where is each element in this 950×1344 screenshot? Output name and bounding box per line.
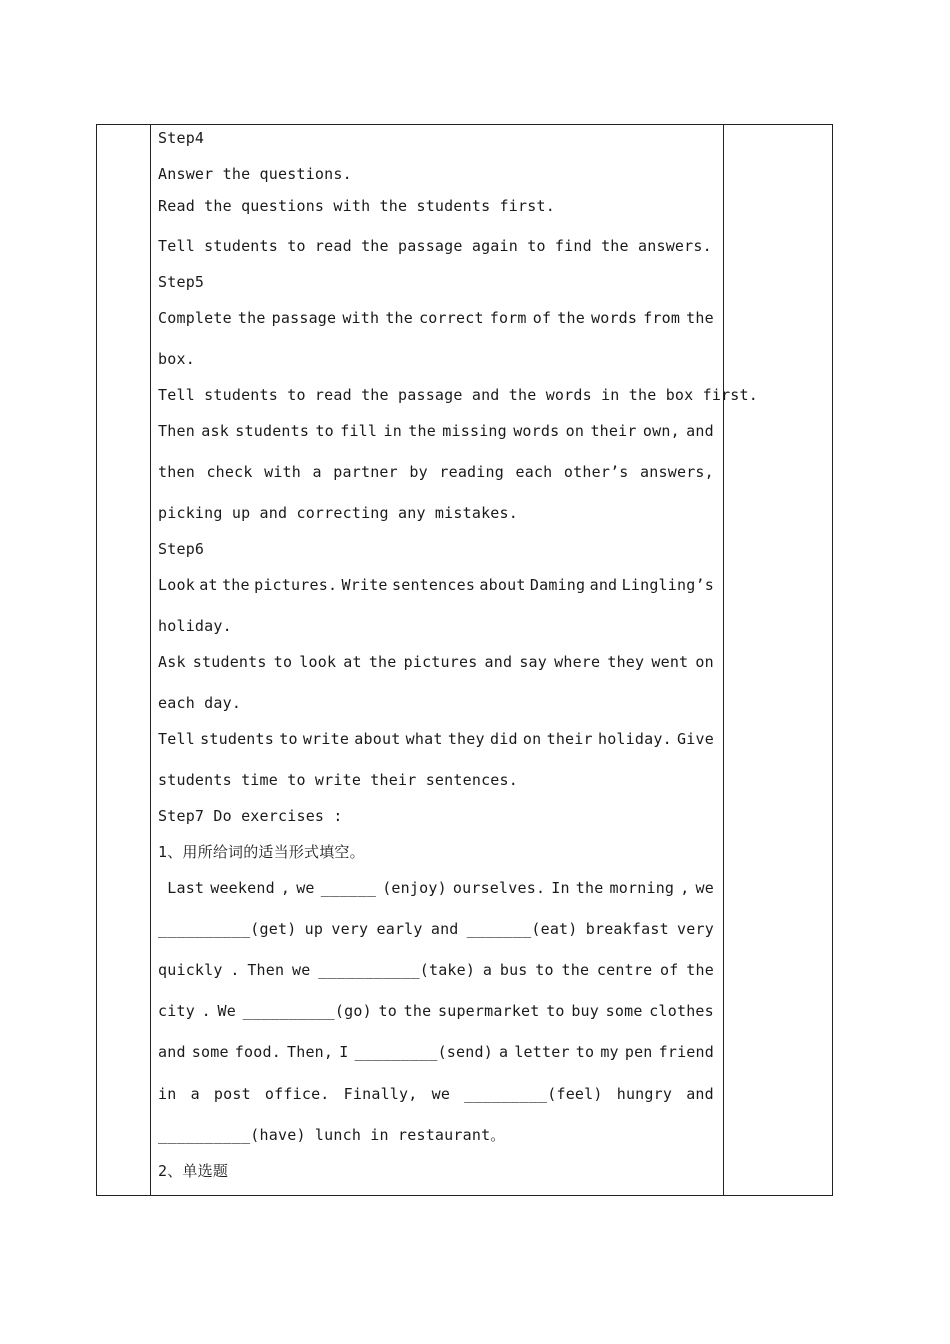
word: very: [677, 920, 714, 938]
word: fill: [340, 422, 378, 440]
step4-task: Answer the questions.: [158, 165, 352, 183]
word: ourselves.: [452, 879, 546, 897]
word: ,: [280, 879, 291, 897]
word: the: [222, 576, 250, 594]
word: Look: [158, 576, 195, 594]
word: words: [513, 422, 560, 440]
word: Ask: [158, 653, 186, 671]
word: missing: [442, 422, 507, 440]
word: Lingling’s: [621, 576, 714, 594]
step5-instruction-1: Tell students to read the passage and the words in the box first.: [158, 386, 758, 404]
exercise-1-title: 1、用所给词的适当形式填空。: [158, 843, 365, 861]
word: holiday.: [597, 730, 672, 748]
word: we: [431, 1085, 451, 1103]
word: ______: [320, 879, 377, 897]
word: hungry: [616, 1085, 673, 1103]
word: the: [561, 961, 590, 979]
step4-heading: Step4: [158, 129, 205, 147]
word: students: [192, 653, 267, 671]
word: and: [158, 1043, 186, 1061]
word: own,: [642, 422, 680, 440]
word: and: [430, 920, 459, 938]
word: centre: [596, 961, 653, 979]
word: city: [158, 1002, 195, 1020]
word: a: [312, 463, 322, 481]
word: morning: [609, 879, 675, 897]
word: correct: [419, 309, 484, 327]
word: and: [589, 576, 618, 594]
word: of: [660, 961, 679, 979]
word: quickly: [158, 961, 223, 979]
word: some: [191, 1043, 229, 1061]
step6-task-line-2: holiday.: [158, 617, 232, 635]
word: Then: [247, 961, 285, 979]
word: their: [546, 730, 593, 748]
exercise-2-title: 2、单选题: [158, 1162, 229, 1180]
word: students: [200, 730, 275, 748]
word: the: [368, 653, 397, 671]
word: about: [479, 576, 526, 594]
word: they: [447, 730, 485, 748]
word: pictures: [403, 653, 478, 671]
exercise-1-passage-line-6: [158, 1084, 714, 1104]
word: supermarket: [437, 1002, 540, 1020]
word: to: [535, 961, 554, 979]
word: to: [575, 1043, 595, 1061]
word: .: [201, 1002, 211, 1020]
word: the: [557, 309, 585, 327]
word: say: [519, 653, 548, 671]
word: to: [279, 730, 298, 748]
word: ,: [680, 879, 690, 897]
word: from: [643, 309, 681, 327]
step6-heading: Step6: [158, 540, 205, 558]
exercise-1-passage-line-7: __________(have) lunch in restaurant。: [158, 1126, 506, 1144]
word: where: [554, 653, 601, 671]
word: .: [230, 961, 240, 979]
word: answers,: [640, 463, 714, 481]
word: Last: [158, 879, 205, 897]
word: the: [408, 422, 436, 440]
word: with: [342, 309, 380, 327]
word: Then,: [286, 1043, 334, 1061]
word: We: [217, 1002, 236, 1020]
step5-instruction-2-line-3: picking up and correcting any mistakes.: [158, 504, 518, 522]
word: and: [686, 1085, 714, 1103]
word: Complete: [158, 309, 232, 327]
word: office.: [264, 1085, 330, 1103]
word: we: [296, 879, 315, 897]
word: letter: [514, 1043, 570, 1061]
word: breakfast: [585, 920, 669, 938]
word: _________(send): [354, 1043, 493, 1061]
word: write: [302, 730, 350, 748]
step7-heading: Step7 Do exercises :: [158, 807, 343, 825]
exercise-1-passage-line-2: [158, 919, 714, 939]
word: other’s: [563, 463, 629, 481]
word: Daming: [529, 576, 586, 594]
word: friend: [658, 1043, 714, 1061]
word: buy: [571, 1002, 600, 1020]
word: the: [575, 879, 604, 897]
word: post: [213, 1085, 251, 1103]
word: on: [695, 653, 714, 671]
word: _______(eat): [466, 920, 578, 938]
word: reading: [439, 463, 504, 481]
word: at: [199, 576, 218, 594]
word: pictures.: [254, 576, 338, 594]
step6-instruction-2-line-1: [158, 729, 714, 749]
word: clothes: [649, 1002, 714, 1020]
word: Finally,: [343, 1085, 418, 1103]
word: and: [484, 653, 513, 671]
step6-instruction-1-line-1: [158, 652, 714, 672]
word: __________(go): [242, 1002, 372, 1020]
left-column-divider: [150, 125, 151, 1195]
word: __________(get): [158, 920, 297, 938]
word: a: [499, 1043, 509, 1061]
step6-task-line-1: [158, 575, 714, 595]
word: the: [686, 309, 714, 327]
word: went: [651, 653, 689, 671]
step5-task-line-2: box.: [158, 350, 195, 368]
word: (enjoy): [382, 879, 447, 897]
word: very: [331, 920, 369, 938]
word: pen: [624, 1043, 653, 1061]
step4-instruction-2: Tell students to read the passage again to find the answers.: [158, 237, 712, 255]
word: we: [292, 961, 311, 979]
word: to: [378, 1002, 397, 1020]
word: the: [403, 1002, 432, 1020]
word: did: [489, 730, 518, 748]
word: of: [532, 309, 552, 327]
word: then: [158, 463, 195, 481]
word: Give: [677, 730, 714, 748]
word: ask: [201, 422, 229, 440]
word: their: [590, 422, 637, 440]
right-column-divider: [723, 125, 724, 1195]
word: to: [273, 653, 293, 671]
word: students: [235, 422, 310, 440]
word: each: [515, 463, 553, 481]
step5-heading: Step5: [158, 273, 205, 291]
word: bus: [499, 961, 528, 979]
exercise-1-passage-line-5: [158, 1042, 714, 1062]
word: some: [605, 1002, 643, 1020]
step6-instruction-2-line-2: students time to write their sentences.: [158, 771, 518, 789]
word: a: [482, 961, 493, 979]
word: on: [522, 730, 542, 748]
word: Then: [158, 422, 195, 440]
word: we: [695, 879, 714, 897]
word: _________(feel): [464, 1085, 603, 1103]
word: early: [376, 920, 423, 938]
step6-instruction-1-line-2: each day.: [158, 694, 242, 712]
word: Tell: [158, 730, 195, 748]
step4-instruction-1: Read the questions with the students first.: [158, 197, 555, 215]
exercise-1-passage-line-3: [158, 960, 714, 980]
word: to: [315, 422, 334, 440]
word: sentences: [391, 576, 476, 594]
word: on: [565, 422, 585, 440]
word: in: [158, 1085, 177, 1103]
word: In: [551, 879, 570, 897]
word: a: [190, 1085, 200, 1103]
word: the: [237, 309, 266, 327]
word: the: [385, 309, 414, 327]
word: my: [600, 1043, 619, 1061]
exercise-1-passage-line-1: [158, 878, 714, 898]
word: and: [686, 422, 714, 440]
word: partner: [333, 463, 398, 481]
exercise-1-passage-line-4: [158, 1001, 714, 1021]
word: by: [409, 463, 428, 481]
word: look: [299, 653, 337, 671]
step5-instruction-2-line-1: [158, 421, 714, 441]
step5-instruction-2-line-2: [158, 462, 714, 482]
word: check: [206, 463, 253, 481]
word: at: [343, 653, 362, 671]
word: in: [383, 422, 402, 440]
word: about: [354, 730, 401, 748]
word: words: [590, 309, 638, 327]
word: with: [264, 463, 302, 481]
word: form: [489, 309, 527, 327]
word: to: [546, 1002, 565, 1020]
word: Write: [341, 576, 388, 594]
word: ___________(take): [318, 961, 476, 979]
word: they: [607, 653, 645, 671]
word: food.: [234, 1043, 281, 1061]
word: the: [686, 961, 714, 979]
word: I: [339, 1043, 349, 1061]
word: weekend: [210, 879, 275, 897]
word: what: [405, 730, 443, 748]
word: passage: [271, 309, 337, 327]
word: up: [304, 920, 324, 938]
step5-task-line-1: [158, 308, 714, 328]
